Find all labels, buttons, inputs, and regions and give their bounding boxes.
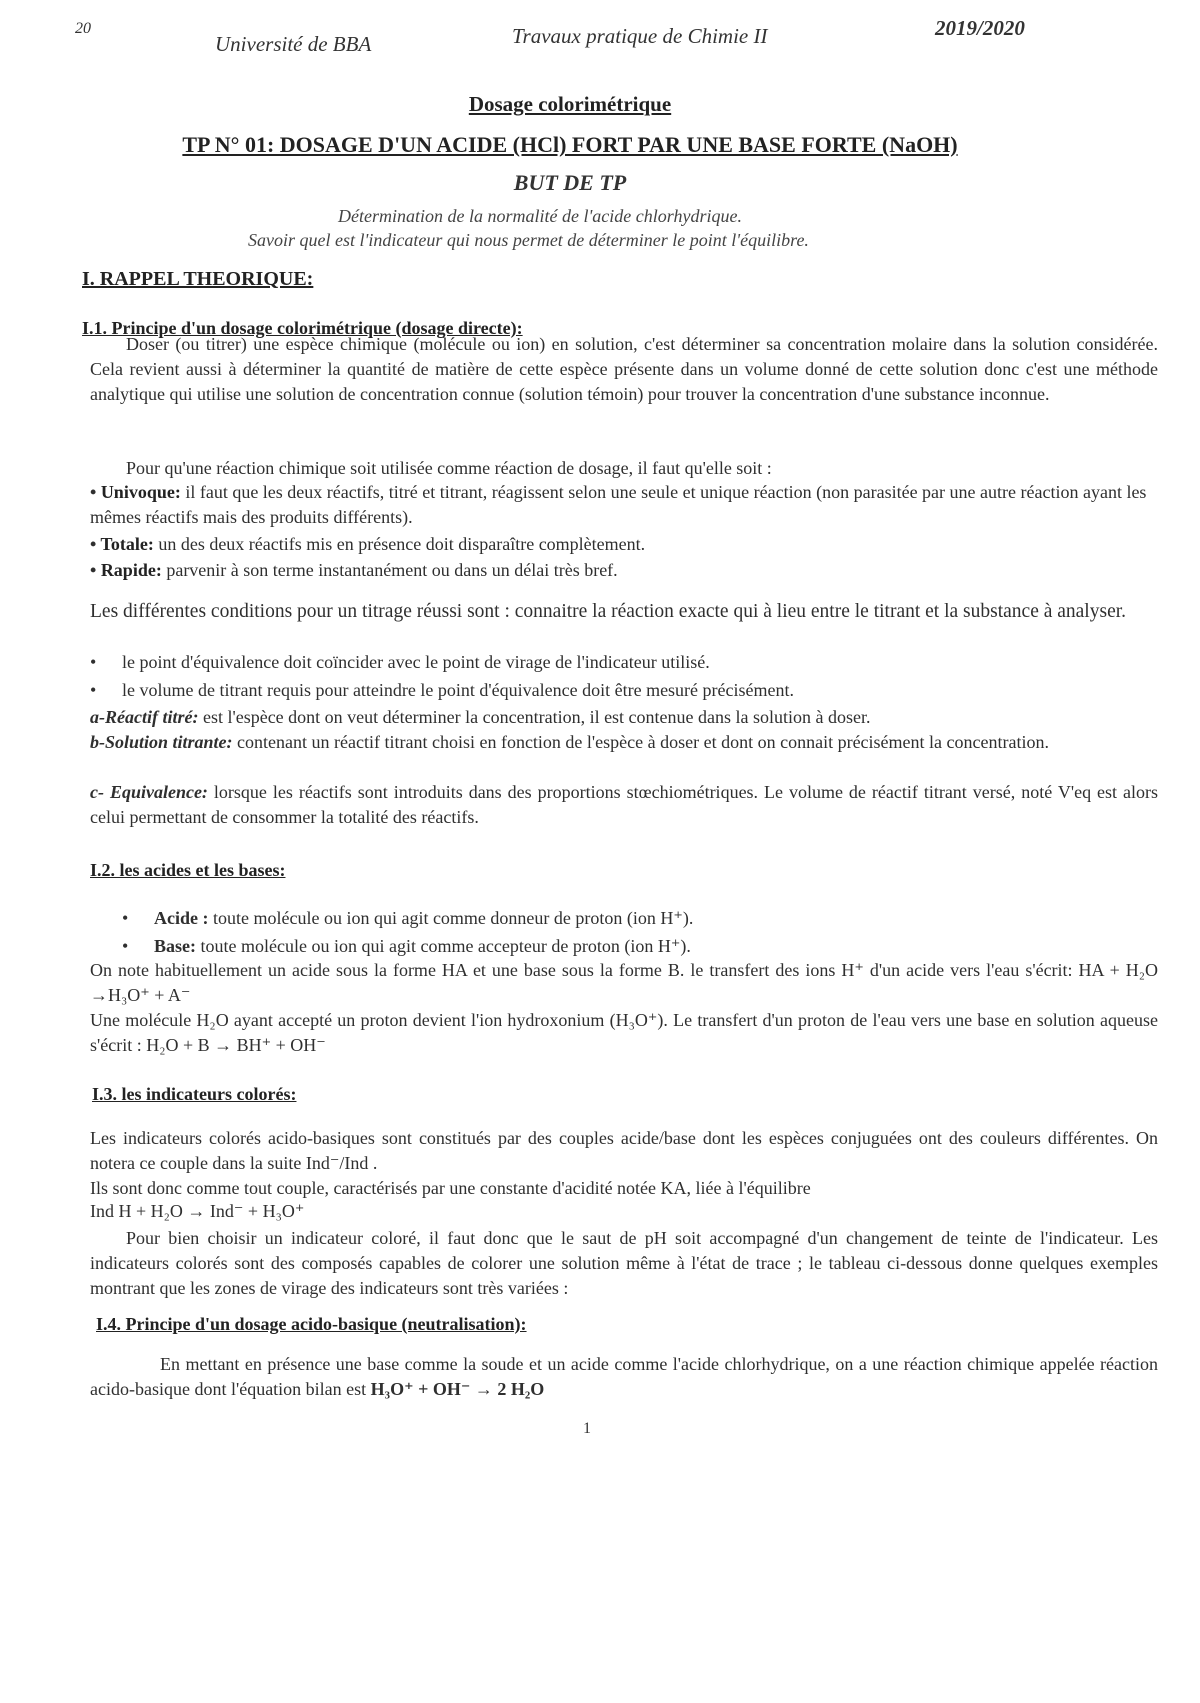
term-text: toute molécule ou ion qui agit comme donneur de proton (ion H⁺). — [208, 908, 694, 928]
bullet-icon: • — [90, 680, 97, 700]
definition-text: est l'espèce dont on veut déterminer la concentration, il est contenue dans la solution à doser. — [198, 707, 871, 727]
bullet-icon: • — [122, 936, 129, 956]
doc-title: TP N° 01: DOSAGE D'UN ACIDE (HCl) FORT PAR UNE BASE FORTE (NaOH) — [182, 132, 958, 157]
criteria-text: parvenir à son terme instantanément ou dans un délai très bref. — [161, 560, 618, 580]
definition-label: a-Réactif titré: — [90, 707, 199, 727]
condition-item-1 — [90, 650, 1158, 675]
neutralisation-text: En mettant en présence une base comme la soude et un acide comme l'acide chlorhydrique, on a une réaction chimique appelée réaction acido-basique dont l'équation bilan est — [90, 1354, 1158, 1399]
doc-subtitle: Dosage colorimétrique — [468, 92, 672, 116]
definition-label: c- Equivalence: — [90, 782, 208, 802]
paragraph-neutralisation — [90, 1352, 1158, 1402]
paragraph-dosage-principle: Doser (ou titrer) une espèce chimique (molécule ou ion) en solution, c'est déterminer sa concentration molaire dans la solution considérée. Cela revient aussi à déterminer la quantité de matière de cette espèce présente dans un volume donné de cette solution donc c'est une méthode analytique qui utilise une solution de concentration connue (solution témoin) pour trouver la concentration d'une substance inconnue. — [90, 334, 1158, 404]
subsection-heading-1-2: I.2. les acides et les bases: — [90, 860, 286, 880]
bullet-icon: • — [122, 908, 129, 928]
paragraph-acid-transfer: On note habituellement un acide sous la forme HA et une base sous la forme B. le transfert des ions H⁺ d'un acide vers l'eau s'écrit: HA + H₂O →H₃O⁺ + A⁻ — [90, 960, 1158, 1005]
paragraph-indicator-choice: Pour bien choisir un indicateur coloré, il faut donc que le saut de pH soit accompagné d'un changement de teinte de l'indicateur. Les indicateurs colorés sont des composés capables de colorer une solution même à l'état de trace ; le tableau ci-dessous donne quelques exemples montrant que les zones de virage des indicateurs sont très variées : — [90, 1228, 1158, 1298]
course-name: Travaux pratique de Chimie II — [512, 24, 768, 48]
academic-year: 2019/2020 — [935, 16, 1025, 40]
section-heading: I. RAPPEL THEORIQUE: — [82, 268, 314, 290]
condition-text: le point d'équivalence doit coïncider avec le point de virage de l'indicateur utilisé. — [122, 652, 710, 672]
condition-item-2 — [90, 678, 1158, 703]
paragraph-indicators-ka: Ils sont donc comme tout couple, caractérisés par une constante d'acidité notée KA, liée à l'équilibre — [90, 1178, 811, 1198]
bullet-icon: • — [90, 534, 101, 554]
page-number-top: 20 — [75, 20, 91, 37]
bullet-icon: • — [90, 652, 97, 672]
definition-acide — [122, 906, 1122, 931]
definition-equivalence — [90, 780, 1158, 830]
page-number: 1 — [583, 1420, 591, 1437]
criteria-totale — [90, 532, 1158, 557]
term-label: Acide : — [154, 908, 209, 928]
university-name: Université de BBA — [215, 32, 372, 56]
definition-label: b-Solution titrante: — [90, 732, 233, 752]
paragraph-indicators-def: Les indicateurs colorés acido-basiques sont constitués par des couples acide/base dont les espèces conjuguées ont des couleurs différentes. On notera ce couple dans la suite Ind⁻/Ind . — [90, 1128, 1158, 1173]
goal-line-1: Détermination de la normalité de l'acide chlorhydrique. — [338, 206, 742, 226]
definition-solution-titrante — [90, 730, 1158, 755]
equation-neutralisation: H₃O⁺ + OH⁻ → 2 H₂O — [370, 1379, 545, 1399]
goal-line-2: Savoir quel est l'indicateur qui nous permet de déterminer le point l'équilibre. — [248, 230, 809, 250]
term-text: toute molécule ou ion qui agit comme accepteur de proton (ion H⁺). — [196, 936, 691, 956]
term-label: Base: — [154, 936, 196, 956]
criteria-rapide — [90, 558, 1158, 583]
criteria-univoque — [90, 480, 1158, 530]
subsection-heading-1-3: I.3. les indicateurs colorés: — [92, 1084, 297, 1104]
bullet-icon: • — [90, 560, 101, 580]
definition-reactif-titre — [90, 705, 1158, 730]
criteria-label: Rapide: — [100, 560, 162, 580]
definition-text: lorsque les réactifs sont introduits dans des proportions stœchiométriques. Le volume de réactif titrant versé, noté V'eq est alors celui permettant de consommer la totalité des réactifs. — [90, 782, 1158, 827]
paragraph-reaction-intro: Pour qu'une réaction chimique soit utilisée comme réaction de dosage, il faut qu'elle soit : — [126, 458, 772, 478]
definition-text: contenant un réactif titrant choisi en fonction de l'espèce à doser et dont on connait précisément la concentration. — [232, 732, 1049, 752]
criteria-label: Univoque: — [100, 482, 181, 502]
criteria-text: il faut que les deux réactifs, titré et titrant, réagissent selon une seule et unique réaction (non parasitée par une autre réaction ayant les mêmes réactifs mais des produits différents). — [90, 482, 1147, 527]
bullet-icon: • — [90, 482, 101, 502]
equation-indicator: Ind H + H₂O → Ind⁻ + H₃O⁺ — [90, 1201, 305, 1221]
subsection-heading-1-4: I.4. Principe d'un dosage acido-basique (neutralisation): — [96, 1314, 527, 1334]
paragraph-hydroxonium: Une molécule H₂O ayant accepté un proton devient l'ion hydroxonium (H₃O⁺). Le transfert d'un proton de l'eau vers une base en solution aqueuse s'écrit : H₂O + B → BH⁺ + OH⁻ — [90, 1010, 1158, 1055]
paragraph-titration-conditions: Les différentes conditions pour un titrage réussi sont : connaitre la réaction exacte qui à lieu entre le titrant et la substance à analyser. — [90, 601, 1127, 622]
goal-heading: BUT DE TP — [513, 170, 627, 195]
definition-base — [122, 934, 1122, 959]
condition-text: le volume de titrant requis pour atteindre le point d'équivalence doit être mesuré précisément. — [122, 680, 795, 700]
criteria-text: un des deux réactifs mis en présence doit disparaître complètement. — [153, 534, 646, 554]
criteria-label: Totale: — [100, 534, 154, 554]
subsection-heading-1-1: I.1. Principe d'un dosage colorimétrique (dosage directe): — [82, 318, 523, 338]
